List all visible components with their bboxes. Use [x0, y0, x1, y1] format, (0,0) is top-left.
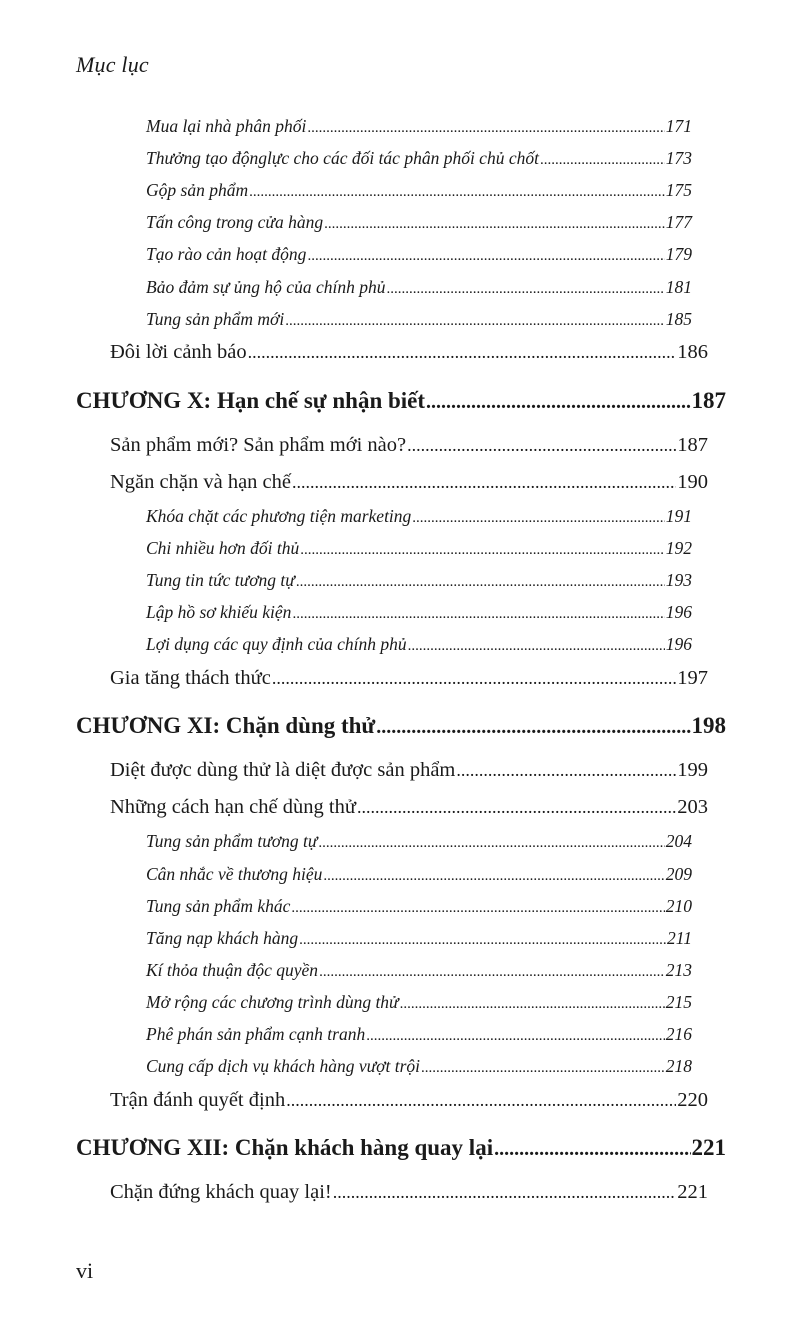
- toc-entry-title: Gộp sản phẩm: [146, 180, 249, 200]
- dot-leader: [299, 928, 666, 949]
- toc-entry-page-number: 177: [665, 212, 692, 232]
- toc-entry-page-number: 218: [665, 1056, 692, 1076]
- toc-entry-title: Khóa chặt các phương tiện marketing: [146, 506, 412, 526]
- toc-entry-page-number: 181: [665, 277, 692, 297]
- toc-subsection-entry: [146, 180, 692, 201]
- toc-entry-title: Phê phán sản phẩm cạnh tranh: [146, 1024, 366, 1044]
- toc-entry-title: Tung tin tức tương tự: [146, 570, 295, 590]
- toc-subsection-entry: [146, 864, 692, 885]
- toc-entry-title: Chi nhiều hơn đối thủ: [146, 538, 300, 558]
- toc-section-entry: [110, 434, 708, 457]
- dot-leader: [412, 506, 664, 527]
- dot-leader: [386, 277, 664, 298]
- toc-section-entry: [110, 341, 708, 364]
- toc-subsection-entry: [146, 634, 692, 655]
- toc-entry-title: Kí thỏa thuận độc quyền: [146, 960, 319, 980]
- toc-chapter-entry: [76, 713, 726, 739]
- toc-entry-title: Cân nhắc về thương hiệu: [146, 864, 323, 884]
- toc-entry-title: Chặn đứng khách quay lại!: [110, 1181, 332, 1203]
- toc-subsection-entry: [146, 116, 692, 137]
- toc-entry-page-number: 220: [677, 1089, 708, 1111]
- toc-subsection-entry: [146, 277, 692, 298]
- toc-chapter-entry: [76, 388, 726, 414]
- dot-leader: [376, 713, 690, 739]
- toc-subsection-entry: [146, 212, 692, 233]
- dot-leader: [494, 1135, 690, 1161]
- toc-entry-page-number: 171: [665, 116, 692, 136]
- toc-entry-title: Sản phẩm mới? Sản phẩm mới nào?: [110, 434, 407, 456]
- toc-entry-page-number: 192: [665, 538, 692, 558]
- dot-leader: [456, 759, 676, 782]
- toc-entry-page-number: 187: [677, 434, 708, 456]
- toc-entry-title: Lợi dụng các quy định của chính phủ: [146, 634, 407, 654]
- dot-leader: [366, 1024, 665, 1045]
- dot-leader: [324, 212, 665, 233]
- dot-leader: [286, 1089, 676, 1112]
- toc-section-entry: [110, 759, 708, 782]
- dot-leader: [319, 960, 665, 981]
- toc-subsection-entry: [146, 928, 692, 949]
- toc-entry-title: Mở rộng các chương trình dùng thử: [146, 992, 399, 1012]
- toc-entry-page-number: 173: [665, 148, 692, 168]
- dot-leader: [407, 434, 676, 457]
- toc-entry-page-number: 216: [665, 1024, 692, 1044]
- toc-entry-page-number: 221: [691, 1135, 726, 1160]
- toc-entry-title: Những cách hạn chế dùng thử: [110, 796, 356, 818]
- toc-subsection-entry: [146, 896, 692, 917]
- toc-entry-page-number: 204: [665, 831, 692, 851]
- toc-entry-page-number: 196: [665, 634, 692, 654]
- toc-entry-page-number: 209: [665, 864, 692, 884]
- dot-leader: [400, 992, 665, 1013]
- dot-leader: [408, 634, 665, 655]
- dot-leader: [307, 244, 664, 265]
- toc-entry-title: CHƯƠNG XI: Chặn dùng thử: [76, 713, 376, 738]
- toc-subsection-entry: [146, 244, 692, 265]
- toc-entry-title: Gia tăng thách thức: [110, 667, 271, 689]
- dot-leader: [318, 831, 664, 852]
- toc-entry-title: CHƯƠNG XII: Chặn khách hàng quay lại: [76, 1135, 494, 1160]
- toc-section-entry: [110, 667, 708, 690]
- toc-entry-page-number: 215: [665, 992, 692, 1012]
- toc-entry-page-number: 210: [665, 896, 692, 916]
- toc-subsection-entry: [146, 570, 692, 591]
- dot-leader: [272, 667, 676, 690]
- toc-entry-title: Đôi lời cảnh báo: [110, 341, 247, 363]
- toc-section-entry: [110, 1089, 708, 1112]
- toc-entry-title: Tăng nạp khách hàng: [146, 928, 299, 948]
- dot-leader: [421, 1056, 665, 1077]
- toc-entry-title: Diệt được dùng thử là diệt được sản phẩm: [110, 759, 456, 781]
- dot-leader: [249, 180, 665, 201]
- toc-entry-page-number: 198: [691, 713, 726, 738]
- toc-entry-page-number: 187: [691, 388, 726, 413]
- toc-subsection-entry: [146, 992, 692, 1013]
- dot-leader: [296, 570, 665, 591]
- toc-entry-page-number: 199: [677, 759, 708, 781]
- toc-entry-title: Tạo rào cản hoạt động: [146, 244, 307, 264]
- toc-entry-title: Lập hồ sơ khiếu kiện: [146, 602, 292, 622]
- toc-entry-page-number: 221: [677, 1181, 708, 1203]
- toc-entry-page-number: 186: [677, 341, 708, 363]
- dot-leader: [323, 864, 664, 885]
- toc-section-entry: [110, 1181, 708, 1204]
- dot-leader: [540, 148, 665, 169]
- toc-subsection-entry: [146, 960, 692, 981]
- toc-entry-page-number: 197: [677, 667, 708, 689]
- toc-entry-title: Tung sản phẩm mới: [146, 309, 285, 329]
- toc-entry-title: Trận đánh quyết định: [110, 1089, 286, 1111]
- toc-entry-page-number: 203: [677, 796, 708, 818]
- toc-entry-page-number: 185: [665, 309, 692, 329]
- dot-leader: [248, 341, 677, 364]
- dot-leader: [333, 1181, 677, 1204]
- toc-entry-page-number: 179: [665, 244, 692, 264]
- toc-subsection-entry: [146, 148, 692, 169]
- dot-leader: [292, 602, 664, 623]
- toc-entry-page-number: 196: [665, 602, 692, 622]
- toc-subsection-entry: [146, 506, 692, 527]
- toc-entry-page-number: 191: [665, 506, 692, 526]
- toc-entry-title: Tấn công trong cửa hàng: [146, 212, 324, 232]
- toc-entry-title: CHƯƠNG X: Hạn chế sự nhận biết: [76, 388, 426, 413]
- dot-leader: [307, 116, 664, 137]
- running-head: Mục lục: [76, 52, 149, 77]
- toc-subsection-entry: [146, 602, 692, 623]
- toc-subsection-entry: [146, 1056, 692, 1077]
- dot-leader: [300, 538, 665, 559]
- toc-section-entry: [110, 471, 708, 494]
- dot-leader: [357, 796, 676, 819]
- dot-leader: [285, 309, 665, 330]
- toc-entry-page-number: 193: [665, 570, 692, 590]
- toc-subsection-entry: [146, 1024, 692, 1045]
- toc-entry-page-number: 213: [665, 960, 692, 980]
- toc-section-entry: [110, 796, 708, 819]
- toc-entry-title: Bảo đảm sự ủng hộ của chính phủ: [146, 277, 386, 297]
- toc-entry-page-number: 190: [677, 471, 708, 493]
- toc-subsection-entry: [146, 309, 692, 330]
- toc-subsection-entry: [146, 831, 692, 852]
- toc-entry-title: Mua lại nhà phân phối: [146, 116, 307, 136]
- toc-entry-page-number: 211: [667, 928, 692, 948]
- toc-entry-title: Cung cấp dịch vụ khách hàng vượt trội: [146, 1056, 421, 1076]
- dot-leader: [292, 471, 676, 494]
- dot-leader: [291, 896, 664, 917]
- toc-entry-title: Thưởng tạo độnglực cho các đối tác phân phối chủ chốt: [146, 148, 539, 168]
- toc-entry-title: Ngăn chặn và hạn chế: [110, 471, 291, 493]
- toc-entry-page-number: 175: [665, 180, 692, 200]
- toc-subsection-entry: [146, 538, 692, 559]
- page-folio: vi: [76, 1258, 94, 1283]
- dot-leader: [426, 388, 690, 414]
- toc-entry-title: Tung sản phẩm khác: [146, 896, 291, 916]
- toc-entry-title: Tung sản phẩm tương tự: [146, 831, 318, 851]
- toc-chapter-entry: [76, 1135, 726, 1161]
